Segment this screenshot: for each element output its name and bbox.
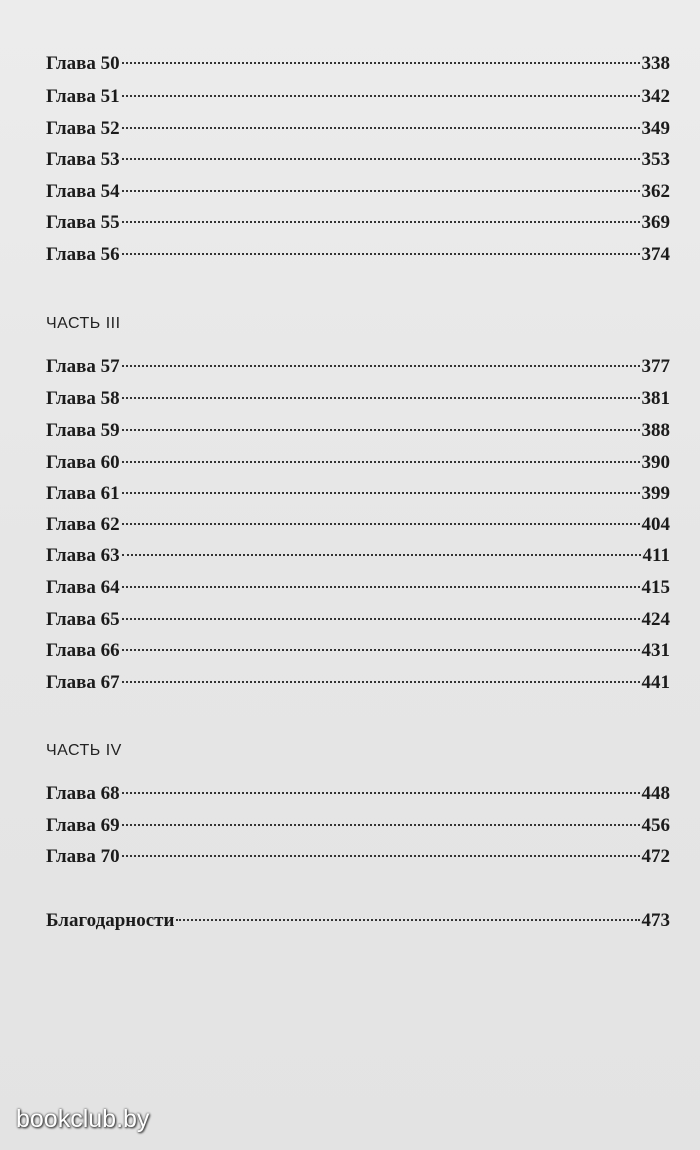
- dot-leader: [122, 586, 640, 588]
- toc-entry: [46, 145, 670, 175]
- chapter-label: Глава 52: [46, 118, 120, 139]
- chapter-label: Глава 70: [46, 846, 120, 867]
- dot-leader: [122, 253, 640, 255]
- chapter-label: Глава 56: [46, 244, 120, 265]
- toc-entry: [46, 49, 670, 79]
- toc-entry: [46, 573, 670, 603]
- chapter-label: Глава 69: [46, 815, 120, 836]
- page-number: 411: [642, 545, 670, 566]
- toc-entry: [46, 842, 670, 872]
- part-heading: ЧАСТЬ IV: [46, 742, 122, 759]
- chapter-label: Глава 64: [46, 577, 120, 598]
- dot-leader: [122, 554, 641, 556]
- chapter-label: Глава 59: [46, 420, 120, 441]
- page-number: 353: [641, 149, 670, 170]
- toc-entry: [46, 605, 670, 635]
- chapter-label: Глава 50: [46, 53, 120, 74]
- chapter-label: Глава 60: [46, 452, 120, 473]
- dot-leader: [176, 919, 639, 921]
- page-number: 369: [641, 212, 670, 233]
- page-number: 415: [641, 577, 670, 598]
- page-number: 362: [641, 181, 670, 202]
- chapter-label: Глава 58: [46, 388, 120, 409]
- page-number: 456: [641, 815, 670, 836]
- dot-leader: [122, 95, 640, 97]
- dot-leader: [122, 158, 640, 160]
- page-number: 441: [641, 672, 670, 693]
- page-number: 472: [641, 846, 670, 867]
- dot-leader: [122, 855, 640, 857]
- dot-leader: [122, 429, 640, 431]
- page-number: 431: [641, 640, 670, 661]
- dot-leader: [122, 824, 640, 826]
- chapter-label: Глава 65: [46, 609, 120, 630]
- dot-leader: [122, 127, 640, 129]
- page-number: 342: [641, 86, 670, 107]
- chapter-label: Глава 66: [46, 640, 120, 661]
- chapter-label: Глава 55: [46, 212, 120, 233]
- toc-entry: [46, 240, 670, 270]
- toc-entry: [46, 384, 670, 414]
- page-number: 374: [641, 244, 670, 265]
- chapter-label: Глава 57: [46, 356, 120, 377]
- chapter-label: Глава 63: [46, 545, 120, 566]
- toc-entry-acknowledgements: [46, 906, 670, 936]
- site-watermark: bookclub.by: [16, 1105, 150, 1133]
- toc-entry: [46, 208, 670, 238]
- toc-entry: [46, 811, 670, 841]
- dot-leader: [122, 523, 640, 525]
- dot-leader: [122, 62, 640, 64]
- dot-leader: [122, 190, 640, 192]
- page-number: 377: [641, 356, 670, 377]
- dot-leader: [122, 461, 640, 463]
- chapter-label: Глава 53: [46, 149, 120, 170]
- chapter-label: Глава 62: [46, 514, 120, 535]
- chapter-label: Глава 54: [46, 181, 120, 202]
- page-number: 404: [641, 514, 670, 535]
- page-number: 448: [641, 783, 670, 804]
- toc-entry: [46, 779, 670, 809]
- page-number: 390: [641, 452, 670, 473]
- page-number: 424: [641, 609, 670, 630]
- dot-leader: [122, 492, 640, 494]
- dot-leader: [122, 649, 640, 651]
- chapter-label: Глава 67: [46, 672, 120, 693]
- toc-entry: [46, 668, 670, 698]
- dot-leader: [122, 618, 640, 620]
- toc-entry: [46, 416, 670, 446]
- dot-leader: [122, 221, 640, 223]
- toc-entry: [46, 448, 670, 478]
- page-number: 349: [641, 118, 670, 139]
- dot-leader: [122, 792, 640, 794]
- chapter-label: Глава 51: [46, 86, 120, 107]
- toc-entry: [46, 636, 670, 666]
- toc-entry: [46, 479, 670, 509]
- chapter-label: Глава 61: [46, 483, 120, 504]
- page-number: 338: [641, 53, 670, 74]
- page-number: 381: [641, 388, 670, 409]
- part-heading: ЧАСТЬ III: [46, 315, 121, 332]
- acknowledgements-label: Благодарности: [46, 910, 175, 931]
- toc-entry: [46, 352, 670, 382]
- dot-leader: [122, 397, 640, 399]
- toc-entry: [46, 82, 670, 112]
- toc-entry: [46, 541, 670, 571]
- dot-leader: [122, 365, 640, 367]
- toc-entry: [46, 510, 670, 540]
- toc-entry: [46, 177, 670, 207]
- page-number: 399: [641, 483, 670, 504]
- page-number: 473: [641, 910, 670, 931]
- toc-entry: [46, 114, 670, 144]
- dot-leader: [122, 681, 640, 683]
- page-number: 388: [641, 420, 670, 441]
- chapter-label: Глава 68: [46, 783, 120, 804]
